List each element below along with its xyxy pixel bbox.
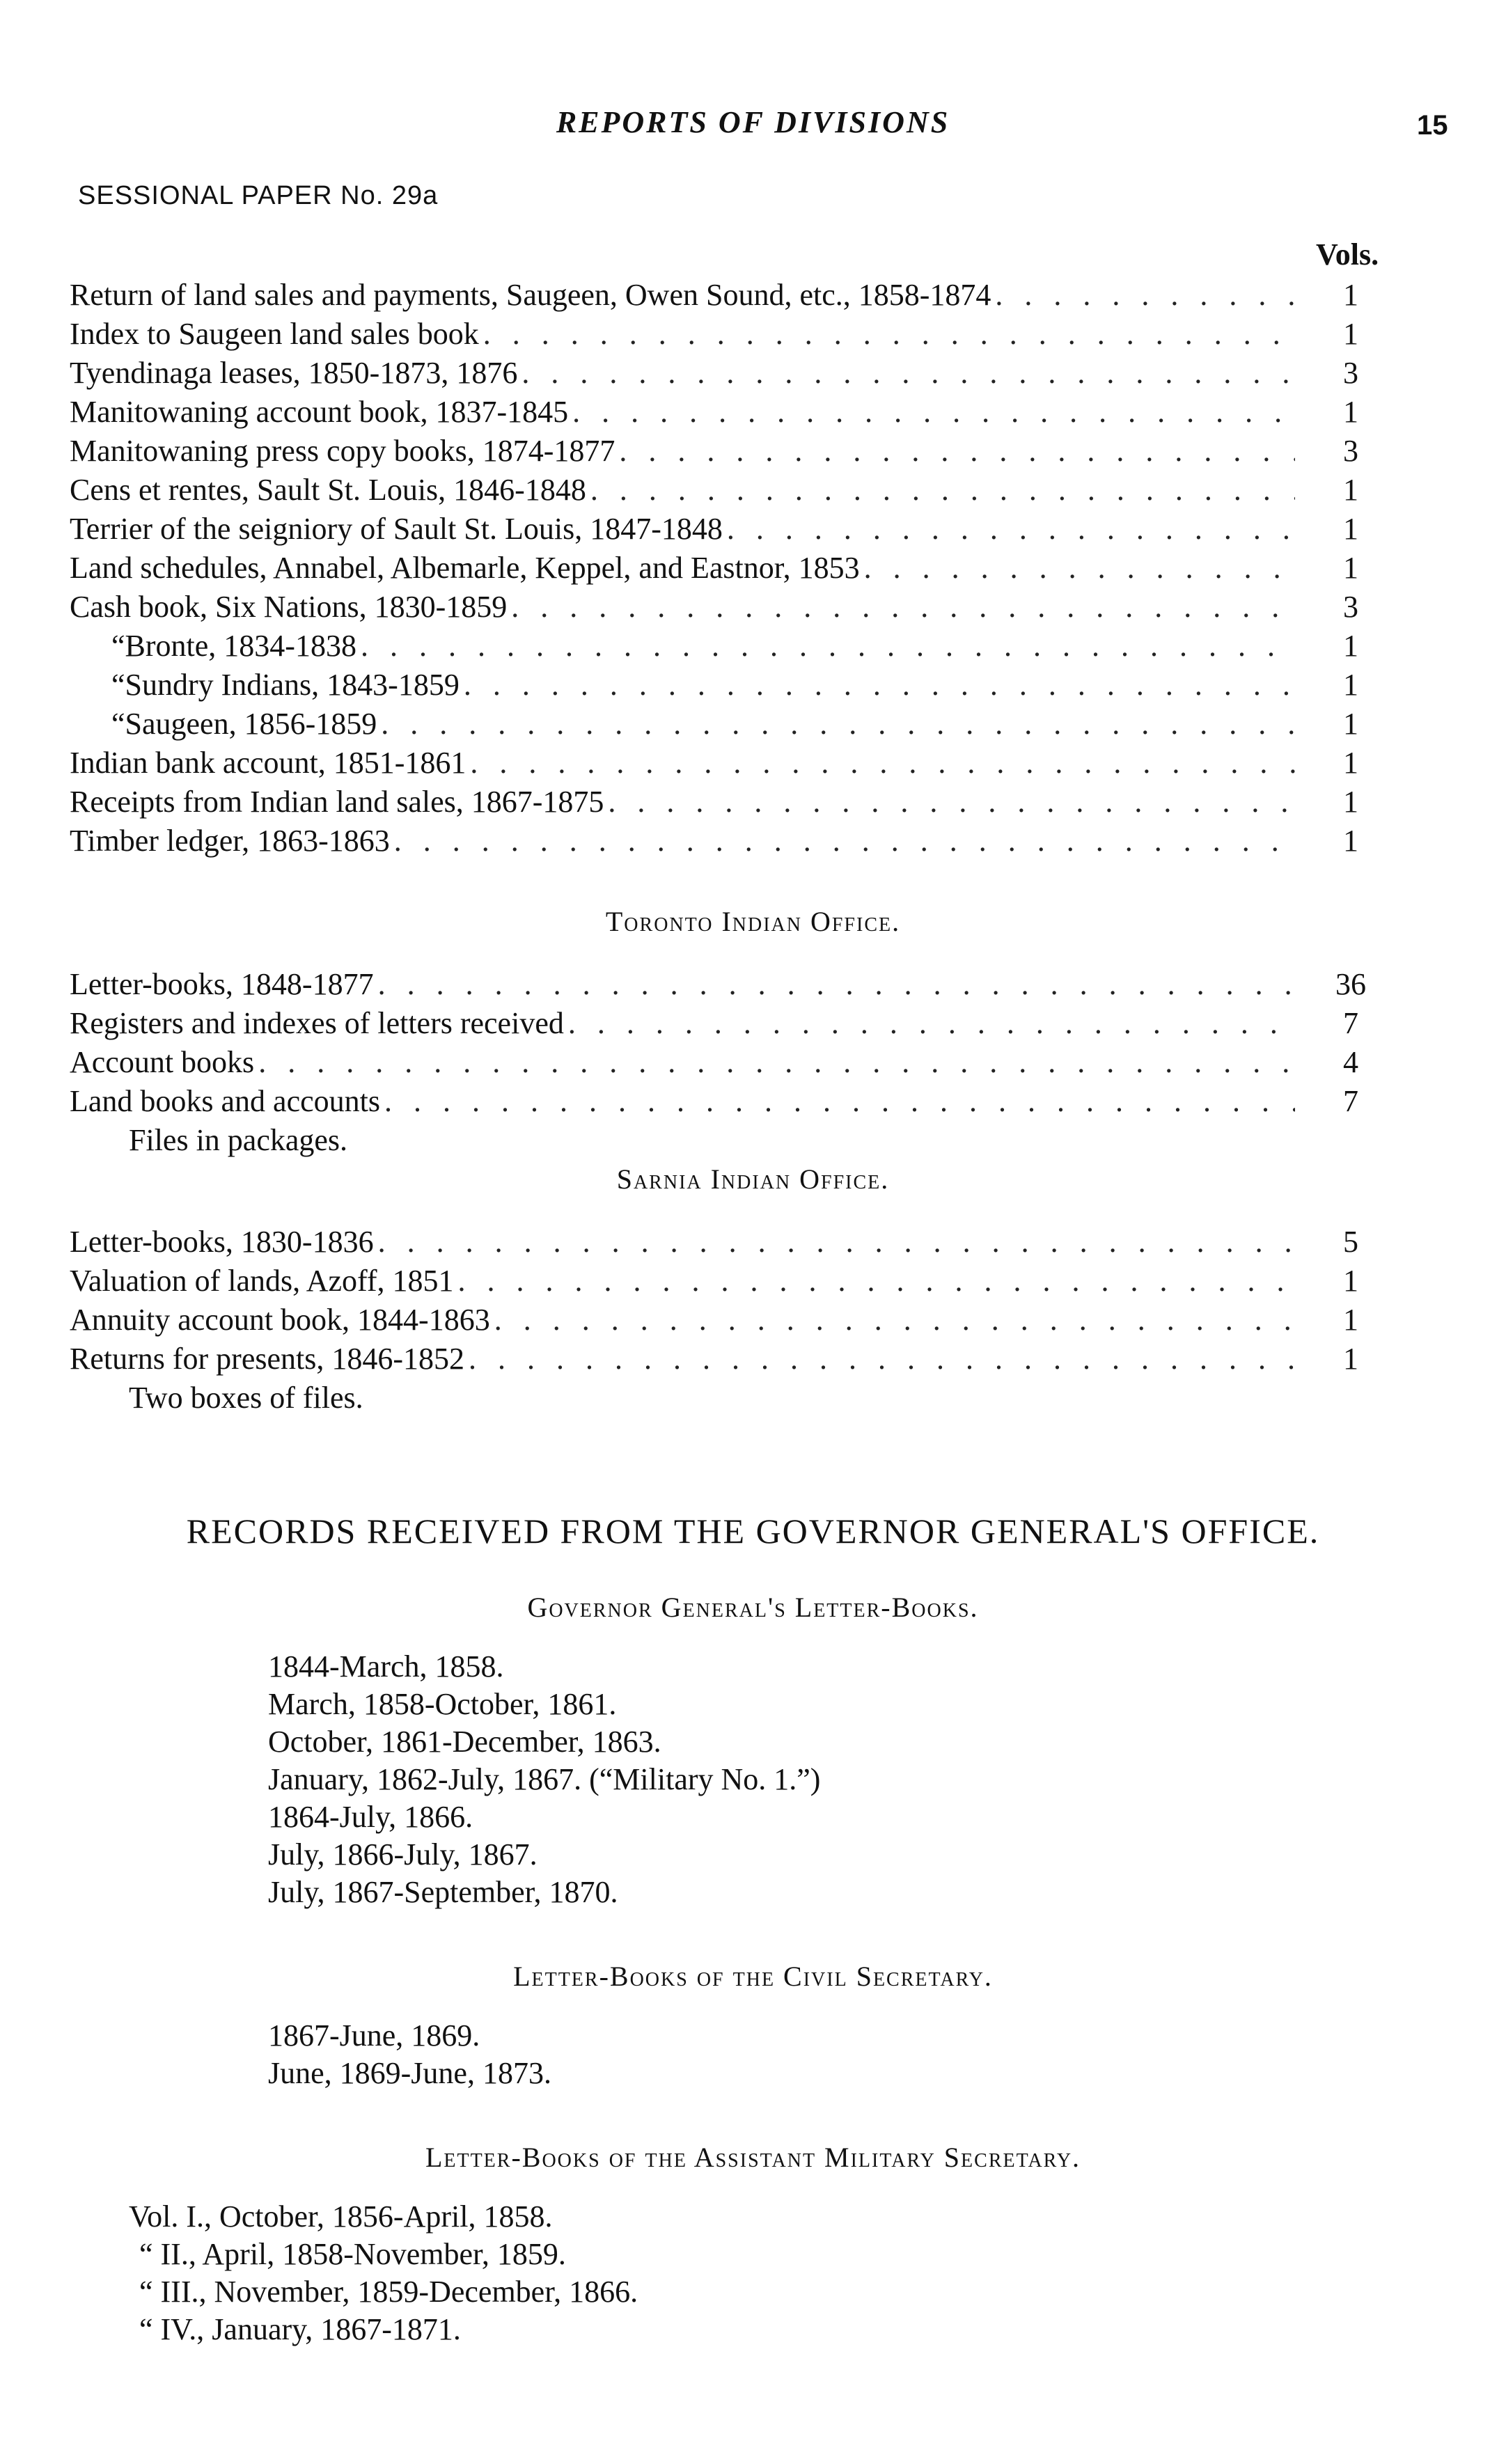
list-item: Letter-books, 1830-1836 . . . (70, 1224, 1295, 1263)
governor-letter-books-heading: Governor General's Letter-Books. (527, 1592, 979, 1623)
list-item: Receipts from Indian land sales, 1867-1875 . . . (70, 784, 1295, 823)
vol-count: 1 (1343, 1342, 1358, 1376)
sarnia-office-heading: Sarnia Indian Office. (616, 1163, 890, 1195)
list-item: Index to Saugeen land sales book . . . (70, 316, 1295, 355)
sessional-paper-label: SESSIONAL PAPER No. 29a (78, 181, 439, 210)
list-item: Indian bank account, 1851-1861 . . . (70, 745, 1295, 784)
list-item: March, 1858-October, 1861. (268, 1687, 617, 1721)
list-item: Account books . . . (70, 1044, 1295, 1083)
vol-count: 1 (1343, 551, 1358, 585)
sarnia-note: Two boxes of files. (129, 1381, 363, 1415)
vol-count: 1 (1343, 395, 1358, 429)
vols-column-heading: Vols. (1316, 237, 1379, 272)
vol-count: 1 (1343, 824, 1358, 858)
vol-count: 1 (1343, 668, 1358, 702)
running-title: REPORTS OF DIVISIONS (556, 105, 950, 139)
military-secretary-heading: Letter-Books of the Assistant Military Secretary. (425, 2142, 1081, 2173)
list-item: Manitowaning account book, 1837-1845 . . . (70, 394, 1295, 433)
vol-count: 3 (1343, 590, 1358, 624)
list-item: “ Bronte, 1834-1838 . . . (70, 628, 1295, 667)
list-item: Return of land sales and payments, Saugeen, Owen Sound, etc., 1858-1874 . . . (70, 277, 1295, 316)
page-number: 15 (1417, 110, 1448, 141)
list-item: July, 1866-July, 1867. (268, 1837, 538, 1871)
vol-count: 1 (1343, 629, 1358, 663)
list-item: Cens et rentes, Sault St. Louis, 1846-1848 . . . (70, 472, 1295, 511)
list-item: Land schedules, Annabel, Albemarle, Keppel, and Eastnor, 1853 . . . (70, 550, 1295, 589)
vol-count: 7 (1343, 1084, 1358, 1118)
vol-count: 1 (1343, 473, 1358, 507)
vol-count: 1 (1343, 317, 1358, 351)
vol-count: 3 (1343, 356, 1358, 390)
list-item: October, 1861-December, 1863. (268, 1725, 661, 1759)
list-item: Land books and accounts . . . (70, 1083, 1295, 1122)
list-item: “ Sundry Indians, 1843-1859 . . . (70, 667, 1295, 706)
vol-count: 7 (1343, 1006, 1358, 1040)
civil-secretary-heading: Letter-Books of the Civil Secretary. (513, 1961, 993, 1992)
list-item: Annuity account book, 1844-1863 . . . (70, 1302, 1295, 1341)
list-item: Registers and indexes of letters received . . . (70, 1005, 1295, 1044)
vol-count: 1 (1343, 707, 1358, 741)
list-item: June, 1869-June, 1873. (268, 2056, 551, 2090)
vol-count: 1 (1343, 1303, 1358, 1337)
vol-count: 1 (1343, 512, 1358, 546)
list-item: Terrier of the seigniory of Sault St. Louis, 1847-1848 . . . (70, 511, 1295, 550)
list-item: 1844-March, 1858. (268, 1649, 504, 1684)
vol-count: 1 (1343, 1264, 1358, 1298)
vol-count: 36 (1335, 967, 1366, 1001)
list-item: Cash book, Six Nations, 1830-1859 . . . (70, 589, 1295, 628)
list-item: Vol. I., October, 1856-April, 1858. (129, 2199, 553, 2234)
list-item: July, 1867-September, 1870. (268, 1875, 618, 1909)
list-item: “ Saugeen, 1856-1859 . . . (70, 706, 1295, 745)
list-item: Timber ledger, 1863-1863 . . . (70, 823, 1295, 862)
vol-count: 1 (1343, 746, 1358, 780)
vol-count: 3 (1343, 434, 1358, 468)
vol-count: 5 (1343, 1225, 1358, 1259)
toronto-office-heading: Toronto Indian Office. (605, 906, 901, 937)
list-item: “ IV., January, 1867-1871. (139, 2312, 461, 2346)
list-item: Manitowaning press copy books, 1874-1877 . . . (70, 433, 1295, 472)
list-item: Tyendinaga leases, 1850-1873, 1876 . . . (70, 355, 1295, 394)
list-item: “ III., November, 1859-December, 1866. (139, 2275, 638, 2309)
list-item: “ II., April, 1858-November, 1859. (139, 2237, 566, 2271)
vol-count: 1 (1343, 278, 1358, 312)
list-item: 1864-July, 1866. (268, 1800, 473, 1834)
vol-count: 1 (1343, 785, 1358, 819)
list-item: Letter-books, 1848-1877 . . . (70, 966, 1295, 1005)
list-item: Returns for presents, 1846-1852 . . . (70, 1341, 1295, 1380)
list-item: 1867-June, 1869. (268, 2018, 480, 2053)
vol-count: 4 (1343, 1045, 1358, 1079)
list-item: January, 1862-July, 1867. (“Military No. 1.”) (268, 1762, 821, 1796)
governor-office-heading: RECORDS RECEIVED FROM THE GOVERNOR GENERAL'S OFFICE. (186, 1512, 1320, 1551)
toronto-note: Files in packages. (129, 1123, 348, 1157)
list-item: Valuation of lands, Azoff, 1851 . . . (70, 1263, 1295, 1302)
